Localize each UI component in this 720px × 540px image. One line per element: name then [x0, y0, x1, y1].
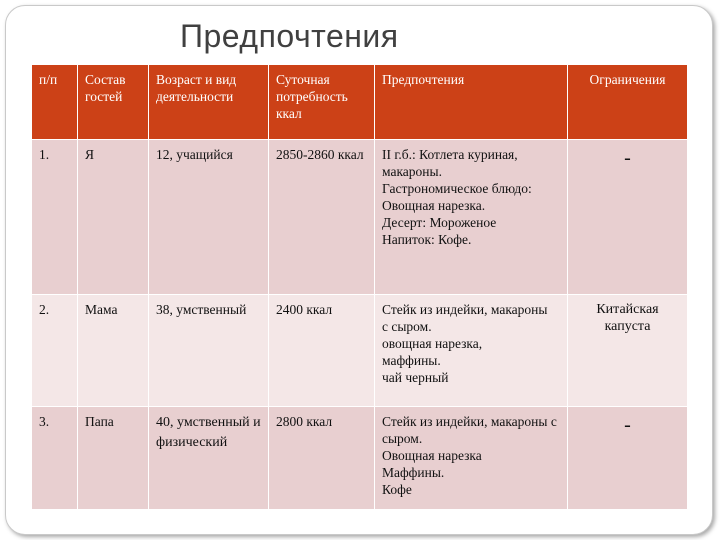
preference-line: Десерт: Мороженое — [382, 215, 497, 230]
table-row — [32, 407, 688, 510]
header-preferences: Предпочтения — [375, 65, 568, 140]
preference-line: Напиток: Кофе. — [382, 232, 472, 247]
row-guest: Я — [78, 140, 149, 295]
row-guest: Мама — [78, 295, 149, 407]
preference-line: Стейк из индейки, макароны — [382, 302, 548, 317]
restriction-text: - — [624, 414, 631, 436]
row-preferences — [375, 407, 568, 510]
preference-line: сыром. — [382, 431, 423, 446]
row-kcal: 2850-2860 ккал — [269, 140, 375, 295]
preference-line: с сыром. — [382, 319, 432, 334]
table-row — [32, 295, 688, 407]
row-kcal: 2800 ккал — [269, 407, 375, 510]
row-age: 40, умственный и физический — [149, 407, 269, 510]
header-num: п/п — [32, 65, 78, 140]
preference-line: овощная нарезка, — [382, 336, 483, 351]
preference-line: маффины. — [382, 353, 441, 368]
header-guests: Состав гостей — [78, 65, 149, 140]
preference-line: Кофе — [382, 482, 412, 497]
row-num: 2. — [32, 295, 78, 407]
preference-line: чай черный — [382, 370, 449, 385]
row-preferences — [375, 140, 568, 295]
row-kcal: 2400 ккал — [269, 295, 375, 407]
row-num: 1. — [32, 140, 78, 295]
row-age: 38, умственный — [149, 295, 269, 407]
restriction-text: - — [624, 147, 631, 169]
row-age: 12, учащийся — [149, 140, 269, 295]
table-header-row — [32, 65, 688, 140]
slide-title: Предпочтения — [180, 18, 399, 54]
row-guest: Папа — [78, 407, 149, 510]
row-restrictions — [568, 140, 688, 295]
row-restrictions — [568, 407, 688, 510]
table-row — [32, 140, 688, 295]
header-age: Возраст и вид деятельности — [149, 65, 269, 140]
row-num: 3. — [32, 407, 78, 510]
header-kcal: Суточная потребность ккал — [269, 65, 375, 140]
preference-line: Овощная нарезка. — [382, 198, 486, 213]
preference-line: Гастрономическое блюдо: — [382, 181, 532, 196]
preference-line: Стейк из индейки, макароны с — [382, 414, 557, 429]
preference-line: Овощная нарезка — [382, 448, 482, 463]
row-preferences — [375, 295, 568, 407]
preference-line: Маффины. — [382, 465, 445, 480]
preferences-table — [31, 64, 688, 510]
preference-line: макароны. — [382, 164, 442, 179]
preference-line: II г.б.: Котлета куриная, — [382, 147, 518, 162]
header-restrictions: Ограничения — [568, 65, 688, 140]
row-restrictions: Китайская капуста — [568, 295, 688, 407]
